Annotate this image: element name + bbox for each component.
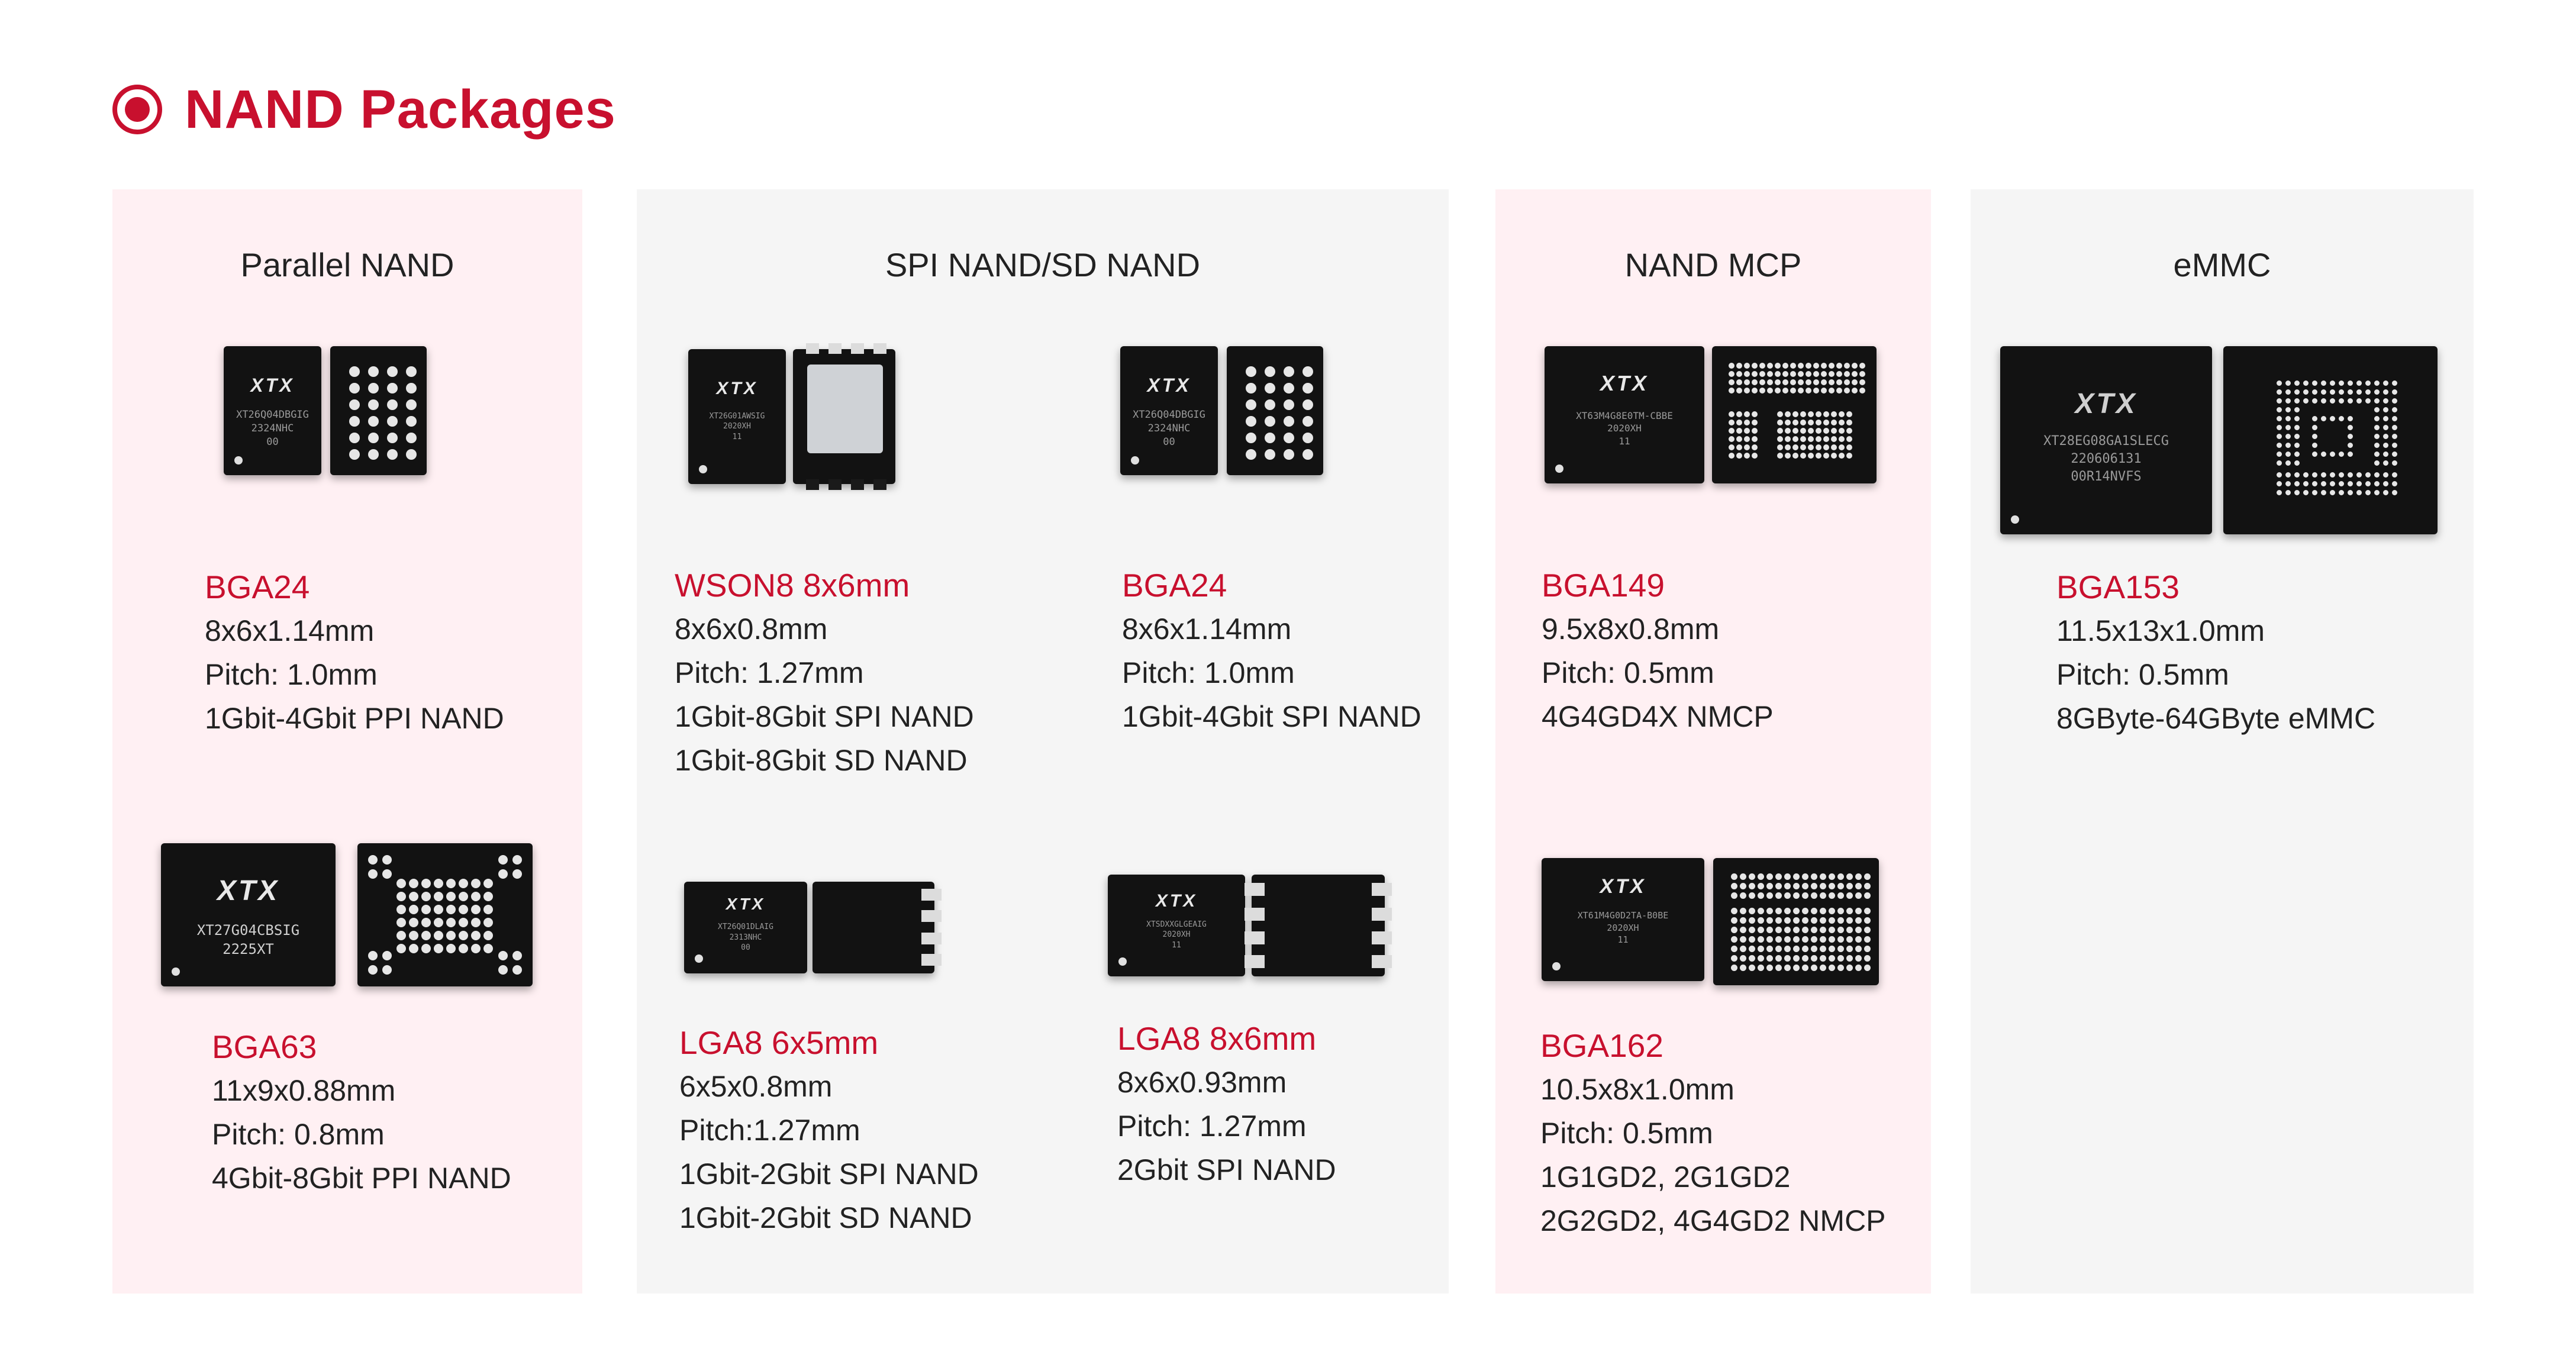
ball-grid	[349, 366, 417, 460]
chip-bga162-bottom	[1713, 858, 1879, 985]
ball-grid	[2277, 380, 2397, 404]
ball-grid	[1246, 366, 1313, 460]
ball-grid	[1777, 411, 1852, 459]
ball-grid	[2312, 416, 2353, 457]
xtx-logo: XTX	[217, 875, 280, 907]
xtx-logo: XTX	[1600, 875, 1646, 898]
pin1-marker	[172, 967, 180, 976]
chip-bga153-bottom	[2223, 346, 2438, 534]
chip-marking: XT26Q01DLAIG 2313NHC 00	[718, 923, 773, 953]
radio-dot-icon	[112, 85, 162, 134]
pin1-marker	[2011, 515, 2019, 524]
chip-lga8-8x6-bottom	[1252, 875, 1385, 976]
pin1-marker	[1552, 962, 1561, 970]
chip-bga149-top	[1545, 346, 1704, 483]
chip-marking: XT26G01AWSIG 2020XH 11	[709, 411, 765, 441]
spec-bga149: BGA149 9.5x8x0.8mm Pitch: 0.5mm 4G4GD4X NMCP	[1542, 567, 1774, 733]
chip-bga153-top	[2000, 346, 2212, 534]
ball-grid	[1731, 873, 1871, 899]
chip-bga24-spi-top	[1120, 346, 1218, 475]
spec-bga24-ppi: BGA24 8x6x1.14mm Pitch: 1.0mm 1Gbit-4Gbit PPI NAND	[205, 569, 504, 735]
chip-marking: XT63M4G8E0TM-CBBE 2020XH 11	[1576, 409, 1673, 447]
panel-title: eMMC	[2173, 246, 2271, 283]
chip-lga8-6x5-top	[684, 882, 807, 973]
spec-wson8: WSON8 8x6mm 8x6x0.8mm Pitch: 1.27mm 1Gbit-8Gbit SPI NAND 1Gbit-8Gbit SD NAND	[675, 567, 974, 777]
panel-title: SPI NAND/SD NAND	[885, 246, 1201, 283]
chip-marking: XTSDXXGLGEAIG 2020XH 11	[1146, 920, 1207, 950]
ball-grid	[1731, 908, 1871, 971]
chip-bga24-spi-bottom	[1227, 346, 1323, 475]
page-header	[112, 71, 616, 148]
exposed-pad	[807, 365, 883, 453]
spec-lga8-6x5: LGA8 6x5mm 6x5x0.8mm Pitch:1.27mm 1Gbit-2Gbit SPI NAND 1Gbit-2Gbit SD NAND	[679, 1024, 979, 1234]
chip-wson8-bottom	[793, 349, 895, 484]
page-title: NAND Packages	[185, 79, 616, 140]
spec-lga8-8x6: LGA8 8x6mm 8x6x0.93mm Pitch: 1.27mm 2Gbit SPI NAND	[1117, 1020, 1336, 1186]
ball-grid	[368, 855, 392, 879]
xtx-logo: XTX	[1147, 374, 1191, 396]
pin1-marker	[695, 954, 703, 963]
chip-lga8-8x6-top	[1108, 875, 1245, 976]
xtx-logo: XTX	[2075, 388, 2137, 420]
chip-lga8-6x5-bottom	[813, 882, 934, 973]
xtx-logo: XTX	[250, 374, 295, 396]
pin1-marker	[1555, 465, 1563, 473]
panel-title: Parallel NAND	[240, 246, 454, 283]
ball-grid	[498, 855, 522, 879]
ball-grid	[2277, 472, 2397, 495]
chip-bga63-top	[161, 843, 336, 986]
ball-grid	[1729, 363, 1865, 394]
chip-marking: XT28EG08GA1SLECG 220606131 00R14NVFS	[2043, 434, 2169, 484]
ball-grid	[368, 951, 392, 975]
ball-grid	[2374, 407, 2397, 466]
pin1-marker	[699, 465, 707, 473]
pin1-marker	[234, 456, 243, 465]
xtx-logo: XTX	[1600, 370, 1649, 395]
spec-bga63: BGA63 11x9x0.88mm Pitch: 0.8mm 4Gbit-8Gbit PPI NAND	[212, 1028, 511, 1195]
pin1-marker	[1131, 456, 1139, 465]
chip-marking: XT26Q04DBGIG 2324NHC 00	[236, 408, 309, 448]
chip-bga162-top	[1542, 858, 1704, 981]
spec-bga153: BGA153 11.5x13x1.0mm Pitch: 0.5mm 8GByte-64GByte eMMC	[2056, 569, 2376, 735]
ball-grid	[498, 951, 522, 975]
xtx-logo: XTX	[1155, 891, 1198, 911]
chip-bga149-bottom	[1712, 346, 1877, 483]
spec-bga24-spi: BGA24 8x6x1.14mm Pitch: 1.0mm 1Gbit-4Gbit SPI NAND	[1122, 567, 1421, 733]
ball-grid	[1729, 411, 1758, 459]
ball-grid	[2277, 407, 2300, 466]
chip-wson8-top	[688, 349, 786, 484]
spec-bga162: BGA162 10.5x8x1.0mm Pitch: 0.5mm 1G1GD2, 2G1GD2 2G2GD2, 4G4GD2 NMCP	[1540, 1027, 1886, 1237]
pin1-marker	[1118, 957, 1127, 966]
xtx-logo: XTX	[726, 894, 766, 913]
ball-grid	[396, 879, 493, 953]
chip-bga24-bottom	[330, 346, 427, 475]
chip-marking: XT61M4G0D2TA-B0BE 2020XH 11	[1577, 910, 1669, 945]
xtx-logo: XTX	[716, 379, 758, 399]
chip-bga63-bottom	[357, 843, 533, 986]
chip-bga24-top	[224, 346, 321, 475]
chip-marking: XT26Q04DBGIG 2324NHC 00	[1133, 408, 1205, 448]
panel-title: NAND MCP	[1624, 246, 1802, 283]
chip-marking: XT27G04CBSIG 2225XT	[196, 921, 300, 958]
